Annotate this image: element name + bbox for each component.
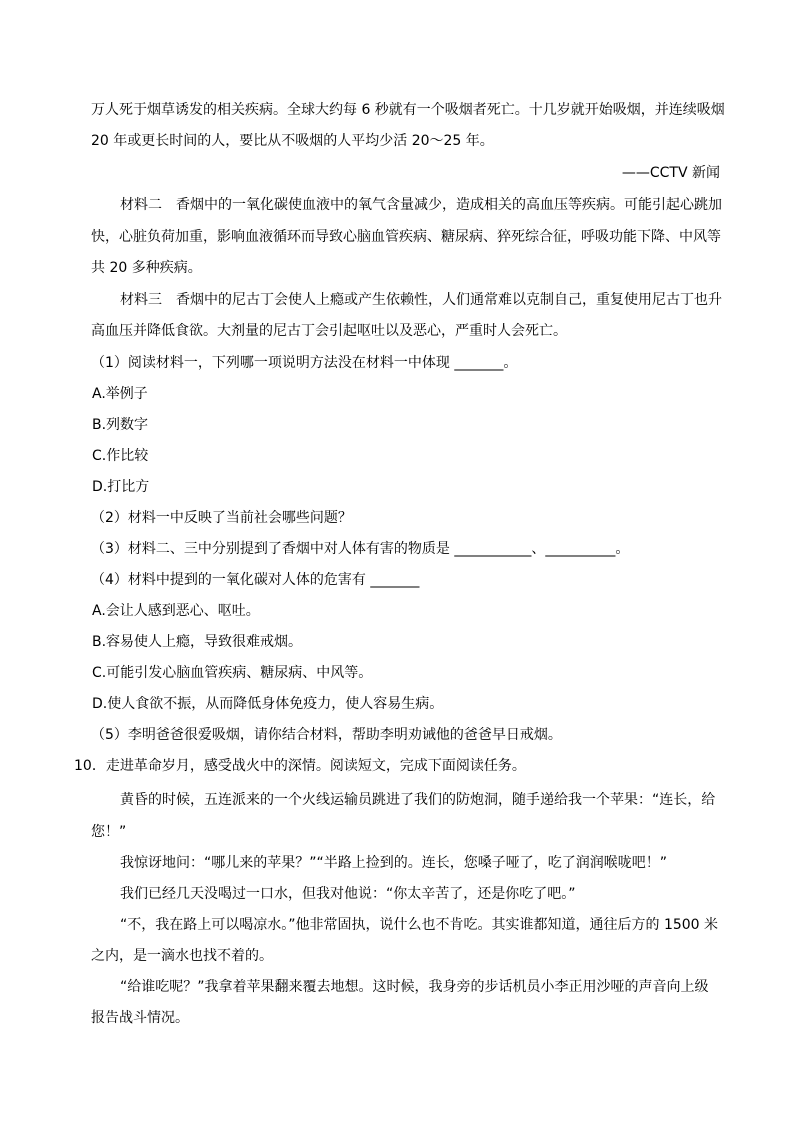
material-one-text-line: 万人死于烟草诱发的相关疾病。全球大约每 6 秒就有一个吸烟者死亡。十几岁就开始吸烟，并连续吸烟 [91,102,725,118]
question-1-option-c: C.作比较 [92,448,149,464]
question-4: （4）材料中提到的一氧化碳对人体的危害有 _______ [91,572,420,588]
story-paragraph: “给谁吃呢？”我拿着苹果翻来覆去地想。这时候，我身旁的步话机员小李正用沙哑的声音向上级 [120,979,709,995]
material-one-text-line: 20 年或更长时间的人，要比从不吸烟的人平均少活 20～25 年。 [91,133,494,149]
question-1-option-a: A.举例子 [92,386,148,402]
story-paragraph: 我们已经几天没喝过一口水，但我对他说：“你太辛苦了，还是你吃了吧。” [120,886,576,902]
story-paragraph: 报告战斗情况。 [91,1010,189,1026]
story-paragraph: “不，我在路上可以喝凉水。”他非常固执，说什么也不肯吃。其实谁都知道，通往后方的 1500 米 [120,917,719,933]
material-two-paragraph: 共 20 多种疾病。 [91,260,202,276]
question-4-option-d: D.使人食欲不振，从而降低身体免疫力，使人容易生病。 [92,696,444,712]
question-1-option-d: D.打比方 [92,479,150,495]
material-three-paragraph: 材料三 香烟中的尼古丁会使人上瘾或产生依赖性，人们通常难以克制自己，重复使用尼古丁也升 [120,292,722,308]
material-two-paragraph: 材料二 香烟中的一氧化碳使血液中的氧气含量减少，造成相关的高血压等疾病。可能引起心跳加 [120,197,722,213]
question-2: （2）材料一中反映了当前社会哪些问题？ [91,510,352,526]
question-5: （5）李明爸爸很爱吸烟，请你结合材料，帮助李明劝诫他的爸爸早日戒烟。 [91,727,562,743]
question-4-option-a: A.会让人感到恶心、呕吐。 [92,603,260,619]
question-1-option-b: B.列数字 [92,417,149,433]
question-1: （1）阅读材料一，下列哪一项说明方法没在材料一中体现 _______。 [91,355,518,371]
question-4-option-b: B.容易使人上瘾，导致很难戒烟。 [92,634,303,650]
story-paragraph: 我惊讶地问：“哪儿来的苹果？”“半路上捡到的。连长，您嗓子哑了，吃了润润喉咙吧！” [120,855,668,871]
material-two-paragraph: 快，心脏负荷加重，影响血液循环而导致心脑血管疾病、糖尿病、猝死综合征，呼吸功能下降、中风等 [91,229,721,245]
material-three-paragraph: 高血压并降低食欲。大剂量的尼古丁会引起呕吐以及恶心，严重时人会死亡。 [91,323,567,339]
story-paragraph: 黄昏的时候，五连派来的一个火线运输员跳进了我们的防炮洞，随手递给我一个苹果：“连长，给 [120,792,716,808]
question-4-option-c: C.可能引发心脑血管疾病、糖尿病、中风等。 [92,665,373,681]
story-paragraph: 之内，是一滴水也找不着的。 [91,948,273,964]
story-paragraph: 您！” [91,824,127,840]
question-3: （3）材料二、三中分别提到了香烟中对人体有害的物质是 ___________、__________。 [91,541,630,557]
source-attribution: ——CCTV 新闻 [621,165,720,181]
question-10-prompt: 10．走进革命岁月，感受战火中的深情。阅读短文，完成下面阅读任务。 [74,758,526,774]
